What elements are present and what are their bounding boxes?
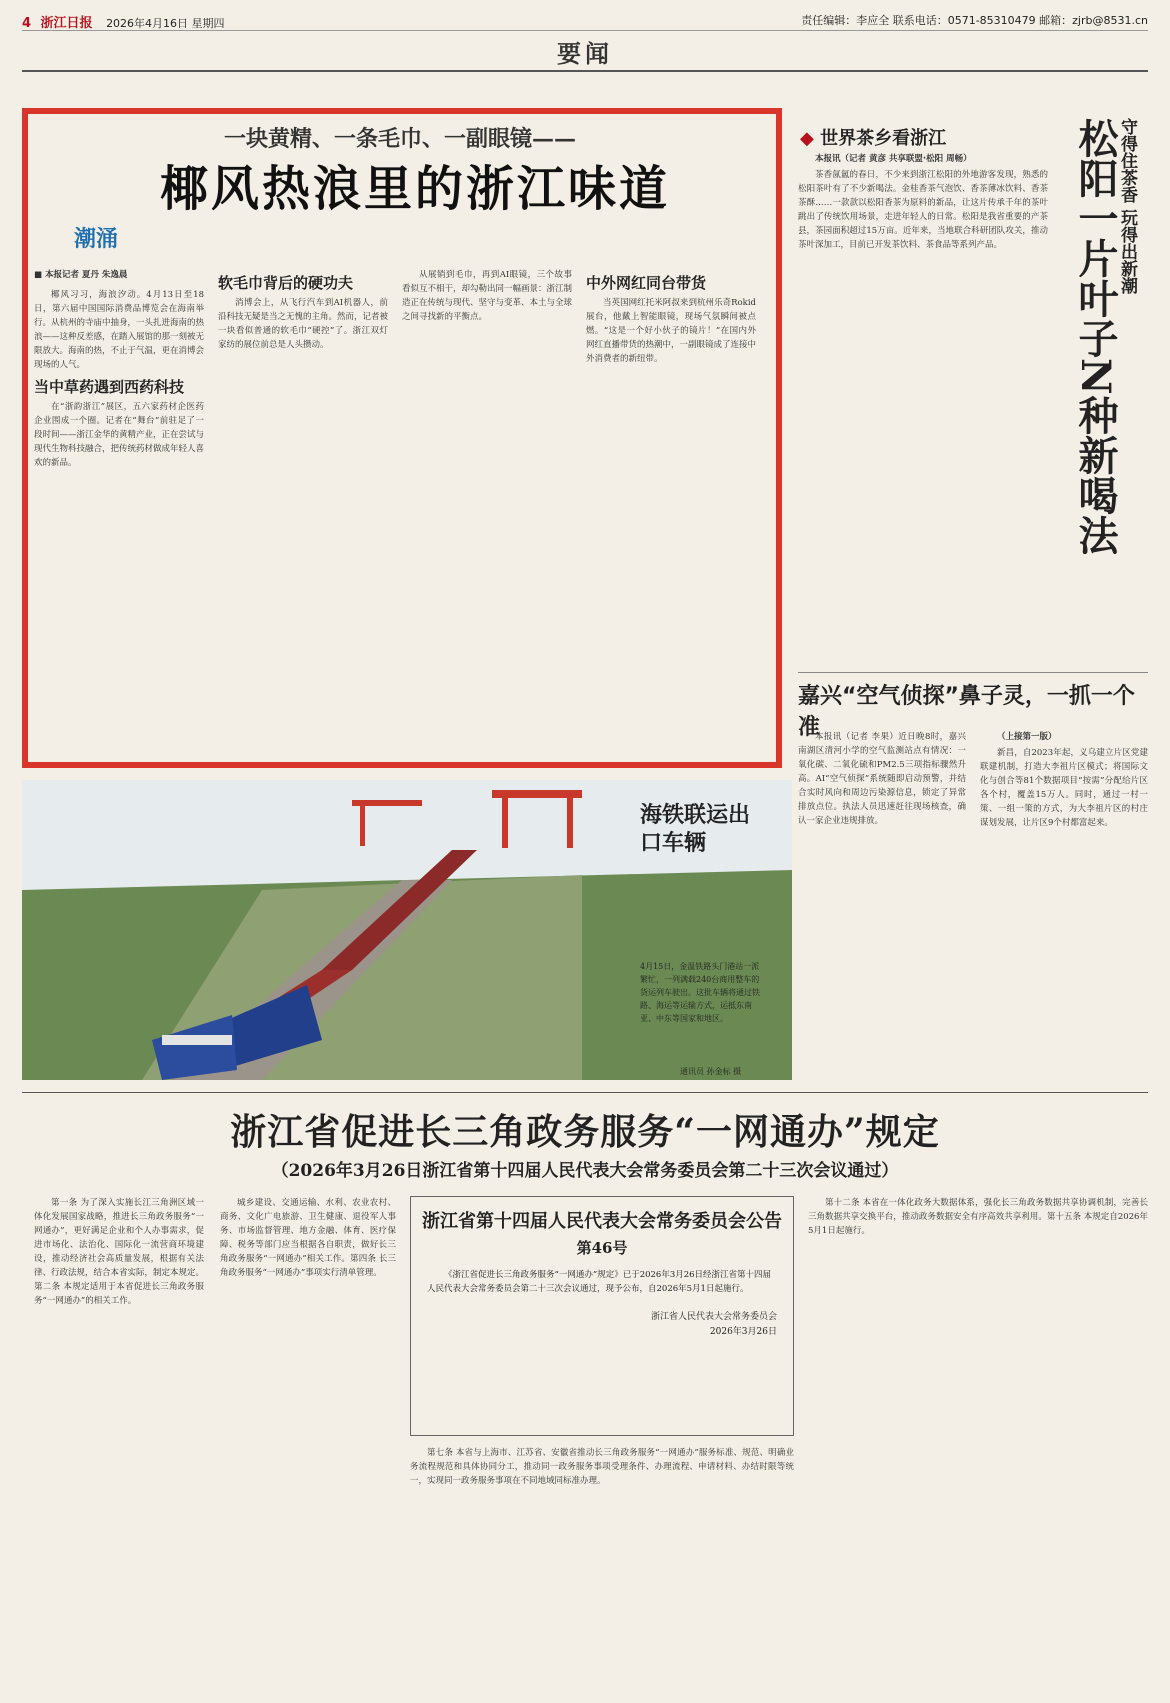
jiaxing-col-1 (798, 730, 966, 1060)
section-title: 要闻 (557, 39, 613, 68)
regulation-subtitle: （2026年3月26日浙江省第十四届人民代表大会常务委员会第二十三次会议通过） (271, 1161, 899, 1181)
lead-subhead-1: 当中草药遇到西药科技 (34, 378, 185, 396)
photo-title: 海铁联运出口车辆 (640, 803, 751, 856)
masthead-left (22, 12, 225, 31)
regulation-col-1 (34, 1196, 204, 1691)
lead-col-3 (402, 268, 572, 758)
lead-intro: 椰风习习，海浪汐动。4月13日至18日，第六届中国国际消费品博览会在海南举行。从杭州的寺庙中抽身，一头扎进海南的热浪——这种反差感，在踏入展馆的那一刻被无限放大。海南的热，不止于气温，更在消博会现场的人气。 (34, 290, 204, 370)
announcement-signature (411, 1310, 777, 1340)
sidebar-label (800, 124, 946, 150)
regulation-col-2 (220, 1196, 396, 1691)
sidebar-vertical-kicker: 守得住茶香 玩得出新潮 (1117, 118, 1137, 294)
regulation-col-5-text: 第十二条 本省在一体化政务大数据体系，强化长三角政务数据共享协调机制，完善长三角数据共享交换平台，推动政务数据安全有序高效共享利用。第十五条 本规定自2026年5月1日起施行。 (808, 1198, 1148, 1236)
photo-caption: 4月15日，金温铁路头门港站一派繁忙，一列满载240台商用整车的货运列车驶出。这批车辆将通过铁路、海运等运输方式，运抵东南亚、中东等国家和地区。 (640, 962, 760, 1023)
jiaxing-text: 本报讯（记者 李果）近日晚8时，嘉兴南湖区清河小学的空气监测站点有情况：一氧化碳、二氧化硫和PM2.5三项指标骤然升高。AI“空气侦探”系统随即启动预警，并结合实时风向和周边污染源信息，锁定了异常排放点位。执法人员迅速赶往现场核查，确认一家企业违规排放。 (798, 732, 966, 826)
lead-col-4 (586, 268, 756, 758)
jiaxing-body (798, 730, 1148, 1060)
announcement-issuer: 浙江省人民代表大会常务委员会 (650, 1312, 777, 1322)
announcement-body: 《浙江省促进长三角政务服务“一网通办”规定》已于2026年3月26日经浙江省第十四届人民代表大会常务委员会第二十三次会议通过，现予公布，自2026年5月1日起施行。 (427, 1270, 772, 1294)
paper-name: 浙江日报 (40, 16, 93, 31)
regulation-col-4-text: 第七条 本省与上海市、江苏省、安徽省推动长三角政务服务“一网通办”服务标准、规范、明确业务流程规范和具体协同分工，推动同一政务服务事项受理条件、办理流程、申请材料、办结时限等统一，实现同一政务服务事项在不同地域同标准办理。 (410, 1448, 794, 1486)
lead-col-2 (218, 268, 388, 758)
bullet-icon: ◆ (800, 128, 821, 149)
sidebar-label-text: 世界茶乡看浙江 (820, 128, 947, 149)
sidebar-body (798, 152, 1048, 672)
masthead (22, 8, 1148, 31)
sidebar-vertical-title: 松阳一片叶子N种新喝法 (1072, 118, 1119, 555)
regulation-col-2-text: 城乡建设、交通运输、水利、农业农村、商务、文化广电旅游、卫生健康、退役军人事务、市场监督管理、地方金融、体育、医疗保障、税务等部门应当根据各自职责，做好长三角政务服务“一网通办”相关工作。第四条 长三角政务服务“一网通办”事项实行清单管理。 (220, 1198, 396, 1278)
lead-byline: ■ 本报记者 夏丹 朱逸晨 (34, 270, 128, 280)
jiaxing-text-2: 新昌，自2023年起，义乌建立片区党建联建机制，打造大李祖片区模式；将国际文化与创合等81个数据项目“按需”分配给片区各个村，覆盖15万人。同时，通过一村一策、一组一策的方式，为大李祖片区的村庄谋划发展，让片区9个村都富起来。 (980, 748, 1148, 828)
lead-sub3-body: 当英国网红托米阿叔来到杭州乐奇Rokid展台，他戴上智能眼镜，现场气氛瞬间被点燃。“这是一个好小伙子的镜片！”在国内外网红直播带货的热潮中，一副眼镜成了连接中外消费者的新纽带。 (586, 298, 756, 364)
lead-subhead-3: 中外网红同台带货 (586, 274, 707, 292)
regulation-col-4 (808, 1196, 1148, 1691)
lead-body (34, 268, 770, 758)
regulation-col-3 (410, 1446, 794, 1691)
lead-sub1-body: 在“浙韵浙江”展区，五六家药材企医药企业围成一个圈。记者在“舞台”前驻足了一段时间——浙江金华的黄精产业，正在尝试与现代生物科技融合，把传统药材做成年轻人喜欢的新品。 (34, 402, 204, 468)
announcement-box (410, 1196, 794, 1436)
regulation-title: 浙江省促进长三角政务服务“一网通办”规定 (230, 1111, 940, 1153)
sidebar-vertical-head (1064, 118, 1144, 558)
announcement-number: 第46号 (576, 1239, 628, 1257)
jiaxing-col-2 (980, 730, 1148, 1060)
divider (22, 70, 1148, 72)
editor-info: 责任编辑：李应全 联系电话：0571-85310479 邮箱：zjrb@8531.cn (801, 14, 1148, 27)
announcement-date: 2026年3月26日 (709, 1327, 777, 1337)
lead-outro: 从展销到毛巾，再到AI眼镜，三个故事看似互不相干，却勾勒出同一幅画景：浙江制造正在传统与现代、坚守与变革、本土与全球之间寻找新的平衡点。 (402, 270, 572, 322)
issue-date: 2026年4月16日 星期四 (106, 17, 225, 30)
page-number: 4 (22, 16, 32, 31)
column-logo: 潮涌 (74, 227, 119, 252)
regulation-col-1-text: 第一条 为了深入实施长江三角洲区域一体化发展国家战略，推进长三角政务服务“一网通办”，更好满足企业和个人办事需求，促进市场化、法治化、国际化一流营商环境建设，推动经济社会高质量发展，根据有关法律、行政法规，结合本省实际，制定本规定。第二条 本规定适用于本省促进长三角政务服务“一网通办”的相关工作。 (34, 1198, 204, 1306)
sidebar-text: 茶香氤氲的春日，不少来到浙江松阳的外地游客发现，熟悉的松阳茶叶有了不少新喝法。金桂香茶气泡饮、香茶薄冰饮料、香茶茶酥……一款款以松阳香茶为原料的新品，让这片传承千年的茶叶跳出了传统饮用场景，走进年轻人的日常。松阳是我省重要的产茶县，茶园面积超过15万亩。近年来，当地联合科研团队攻关，推动茶叶深加工，目前已开发茶饮料、茶食品等系列产品。 (798, 170, 1048, 250)
lead-subhead-2: 软毛巾背后的硬功夫 (218, 274, 354, 292)
divider-2 (22, 1092, 1148, 1093)
lead-sub2-body: 消博会上，从飞行汽车到AI机器人，前沿科技无疑是当之无愧的主角。然而，记者被一块看似普通的软毛巾“硬控”了。浙江双灯家纺的展位前总是人头攒动。 (218, 298, 388, 350)
photo-credit: 通讯员 孙金标 摄 (680, 1067, 742, 1076)
announcement-title: 浙江省第十四届人民代表大会常务委员会公告 (422, 1211, 782, 1232)
jiaxing-continued: （上接第一版） (997, 732, 1057, 742)
sidebar-byline: 本报讯（记者 黄彦 共享联盟·松阳 周畅） (815, 154, 972, 164)
lead-col-1 (34, 268, 204, 758)
lead-headline: 椰风热浪里的浙江味道 (159, 161, 670, 217)
lead-kicker: 一块黄精、一条毛巾、一副眼镜—— (223, 126, 576, 152)
jiaxing-headline: 嘉兴“空气侦探”鼻子灵，一抓一个准 (798, 672, 1148, 713)
